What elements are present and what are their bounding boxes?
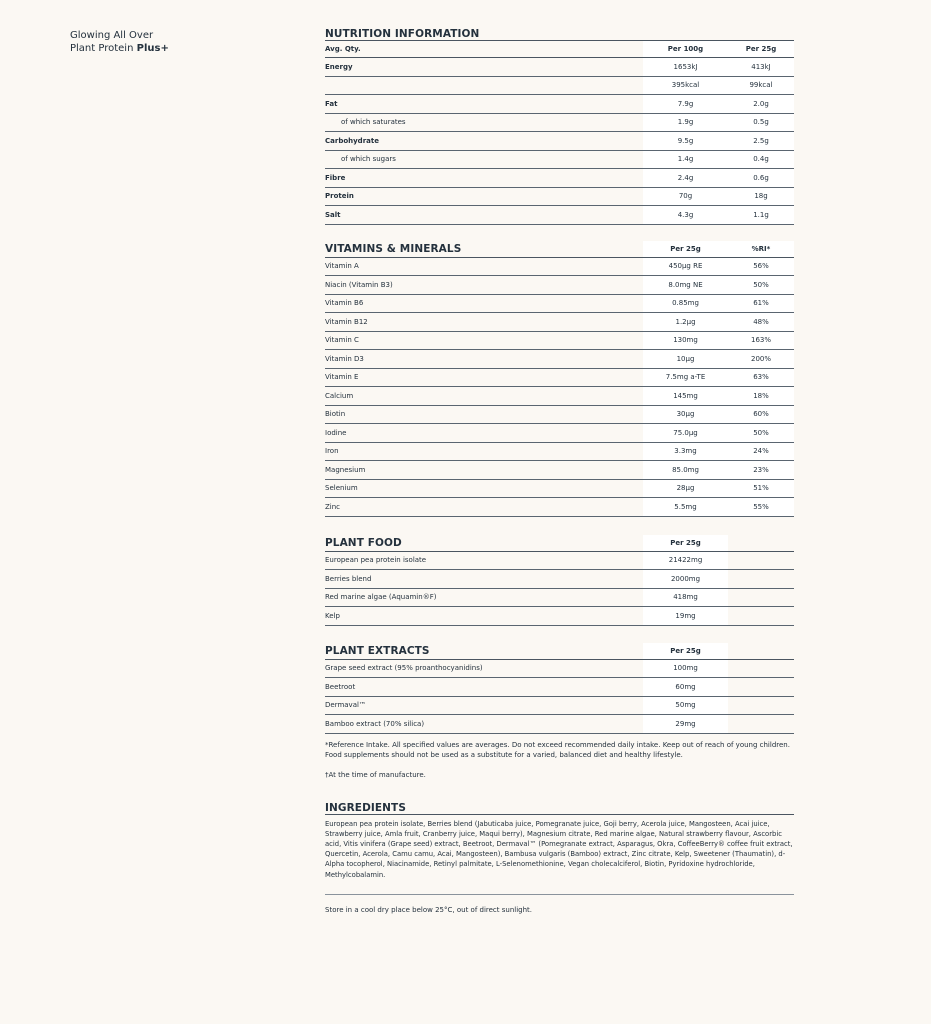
row-label: of which sugars (341, 155, 396, 164)
table-row (325, 552, 794, 571)
row-value-1: 70g (643, 188, 728, 206)
row-value-1: 5.5mg (643, 498, 728, 516)
product-title (70, 30, 169, 55)
row-value-1: 30µg (643, 406, 728, 424)
table-row (325, 678, 794, 697)
row-value-2: 55% (728, 498, 794, 516)
table-row (325, 295, 794, 314)
table-row (325, 589, 794, 608)
table-row (325, 350, 794, 369)
row-label: Iodine (325, 428, 347, 437)
row-value-1: 1.4g (643, 151, 728, 169)
plant-extracts-col1: Per 25g (643, 643, 728, 659)
row-value-1: 7.9g (643, 95, 728, 113)
nutrition-header (325, 26, 794, 41)
table-row (325, 424, 794, 443)
row-value-1: 130mg (643, 332, 728, 350)
row-value-1: 60mg (643, 678, 728, 696)
row-value-1: 7.5mg a-TE (643, 369, 728, 387)
row-value-1: 418mg (643, 589, 728, 607)
row-label: European pea protein isolate (325, 556, 427, 565)
label-panel (325, 26, 794, 914)
row-value-1: 19mg (643, 607, 728, 625)
row-value-1: 450µg RE (643, 258, 728, 276)
row-value-2: 2.5g (728, 132, 794, 150)
ingredients-header (325, 800, 794, 815)
row-value-2: 24% (728, 443, 794, 461)
row-value-2: 18% (728, 387, 794, 405)
vitamins-table (325, 258, 794, 517)
table-row (325, 570, 794, 589)
row-value-1: 2000mg (643, 570, 728, 588)
vitamins-header (325, 241, 794, 258)
table-row (325, 206, 794, 225)
ingredients-text: European pea protein isolate, Berries blend (Jabuticaba juice, Pomegranate juice, Goji berry, Acerola juice, Mangosteen, Acai juice, Strawberry juice, Amla fruit, Cranberry juice, Maqui berry), Magnesium citrate, Red marine algae, Natural strawberry flavour, Ascorbic acid, Vitis vinifera (Grape seed) extract, Beetroot, Dermaval™ (Pomegranate extract, Asparagus, Okra, CoffeeBerry® coffee fruit extract, Quercetin, Acerola, Camu camu, Acai, Mangosteen), Bambusa vulgaris (Bamboo) extract, Zinc citrate, Kelp, Sweetener (Thaumatin), d-Alpha tocopherol, Niacinamide, Retinyl palmitate, L-Selenomethionine, Vegan cholecalciferol, Biotin, Pyridoxine hydrochloride, Methylcobalamin. (325, 819, 793, 879)
table-row (325, 77, 794, 96)
plant-food-title: PLANT FOOD (325, 536, 402, 549)
row-value-2: 63% (728, 369, 794, 387)
table-row (325, 276, 794, 295)
nutrition-header-label: Avg. Qty. (325, 45, 361, 53)
table-row (325, 369, 794, 388)
row-label: Calcium (325, 391, 354, 400)
nutrition-column-header (325, 41, 794, 58)
row-label: Magnesium (325, 465, 366, 474)
row-label: of which saturates (341, 118, 406, 127)
row-value-1: 1653kJ (643, 58, 728, 76)
table-row (325, 332, 794, 351)
plant-extracts-header (325, 643, 794, 660)
table-row (325, 169, 794, 188)
row-value-1: 395kcal (643, 77, 728, 95)
row-value-2: 1.1g (728, 206, 794, 224)
storage-instructions: Store in a cool dry place below 25°C, out of direct sunlight. (325, 905, 533, 914)
vitamins-col1: Per 25g (643, 241, 728, 257)
table-row (325, 114, 794, 133)
row-label: Protein (325, 192, 354, 201)
row-value-2: 99kcal (728, 77, 794, 95)
row-label: Vitamin B12 (325, 317, 368, 326)
row-label: Vitamin A (325, 262, 359, 271)
table-row (325, 715, 794, 734)
row-value-1: 3.3mg (643, 443, 728, 461)
row-value-2: 2.0g (728, 95, 794, 113)
table-row (325, 607, 794, 626)
row-label: Red marine algae (Aquamin®F) (325, 593, 437, 602)
row-value-1: 28µg (643, 480, 728, 498)
plant-food-table (325, 552, 794, 626)
table-row (325, 480, 794, 499)
table-row (325, 498, 794, 517)
row-value-2: 18g (728, 188, 794, 206)
table-row (325, 95, 794, 114)
row-value-1: 9.5g (643, 132, 728, 150)
row-label: Vitamin D3 (325, 354, 364, 363)
nutrition-title: NUTRITION INFORMATION (325, 28, 480, 40)
divider (325, 894, 794, 895)
row-value-2: 0.6g (728, 169, 794, 187)
table-row (325, 151, 794, 170)
row-label: Selenium (325, 484, 358, 493)
row-value-2: 163% (728, 332, 794, 350)
row-value-2: 51% (728, 480, 794, 498)
row-value-2: 0.5g (728, 114, 794, 132)
row-value-2: 60% (728, 406, 794, 424)
row-value-1: 2.4g (643, 169, 728, 187)
row-label: Grape seed extract (95% proanthocyanidins) (325, 664, 483, 673)
row-value-2: 50% (728, 424, 794, 442)
row-label: Vitamin C (325, 336, 359, 345)
row-label: Niacin (Vitamin B3) (325, 280, 393, 289)
table-row (325, 132, 794, 151)
ingredients-title: INGREDIENTS (325, 801, 406, 814)
product-line-2-bold: Plus+ (136, 42, 169, 54)
table-row (325, 461, 794, 480)
row-value-2: 200% (728, 350, 794, 368)
plant-food-col1: Per 25g (643, 535, 728, 551)
table-row (325, 406, 794, 425)
row-label: Biotin (325, 410, 346, 419)
row-label: Iron (325, 447, 339, 456)
row-value-2: 23% (728, 461, 794, 479)
row-label: Zinc (325, 502, 341, 511)
table-row (325, 697, 794, 716)
row-value-2: 56% (728, 258, 794, 276)
row-value-2: 50% (728, 276, 794, 294)
row-value-1: 29mg (643, 715, 728, 733)
row-label: Dermaval™ (325, 701, 366, 710)
row-label: Vitamin B6 (325, 299, 364, 308)
row-value-1: 75.0µg (643, 424, 728, 442)
nutrition-header-col1: Per 100g (643, 41, 728, 57)
table-row (325, 188, 794, 207)
row-value-1: 145mg (643, 387, 728, 405)
row-label: Salt (325, 210, 341, 219)
row-value-1: 85.0mg (643, 461, 728, 479)
plant-extracts-title: PLANT EXTRACTS (325, 644, 430, 657)
product-line-2-regular: Plant Protein (70, 42, 137, 54)
row-value-2: 413kJ (728, 58, 794, 76)
plant-food-header (325, 535, 794, 552)
table-row (325, 387, 794, 406)
table-row (325, 258, 794, 277)
table-row (325, 58, 794, 77)
row-value-1: 1.9g (643, 114, 728, 132)
row-value-1: 50mg (643, 697, 728, 715)
table-row (325, 660, 794, 679)
row-label: Beetroot (325, 682, 356, 691)
manufacture-note: †At the time of manufacture. (325, 770, 426, 779)
row-value-1: 1.2µg (643, 313, 728, 331)
row-label: Carbohydrate (325, 136, 379, 145)
row-value-1: 4.3g (643, 206, 728, 224)
row-value-2: 0.4g (728, 151, 794, 169)
row-label: Kelp (325, 611, 340, 620)
nutrition-header-col2: Per 25g (728, 41, 794, 57)
row-value-2: 61% (728, 295, 794, 313)
table-row (325, 443, 794, 462)
row-label: Berries blend (325, 574, 372, 583)
reference-note: *Reference Intake. All specified values are averages. Do not exceed recommended daily intake. Keep out of reach of young children. Food supplements should not be used as a substitute for a varied, balanced diet and healthy lifestyle. (325, 740, 790, 759)
row-value-2: 48% (728, 313, 794, 331)
row-label: Energy (325, 62, 353, 71)
nutrition-table (325, 58, 794, 225)
product-line-2 (70, 43, 169, 56)
row-value-1: 8.0mg NE (643, 276, 728, 294)
product-line-1: Glowing All Over (70, 30, 154, 41)
vitamins-col2: %RI* (728, 241, 794, 257)
row-value-1: 0.85mg (643, 295, 728, 313)
plant-extracts-table (325, 660, 794, 734)
table-row (325, 313, 794, 332)
row-label: Bamboo extract (70% silica) (325, 719, 425, 728)
vitamins-title: VITAMINS & MINERALS (325, 242, 462, 255)
row-value-1: 10µg (643, 350, 728, 368)
row-value-1: 21422mg (643, 552, 728, 570)
row-label: Vitamin E (325, 373, 359, 382)
row-label: Fat (325, 99, 338, 108)
row-value-1: 100mg (643, 660, 728, 678)
row-label: Fibre (325, 173, 346, 182)
